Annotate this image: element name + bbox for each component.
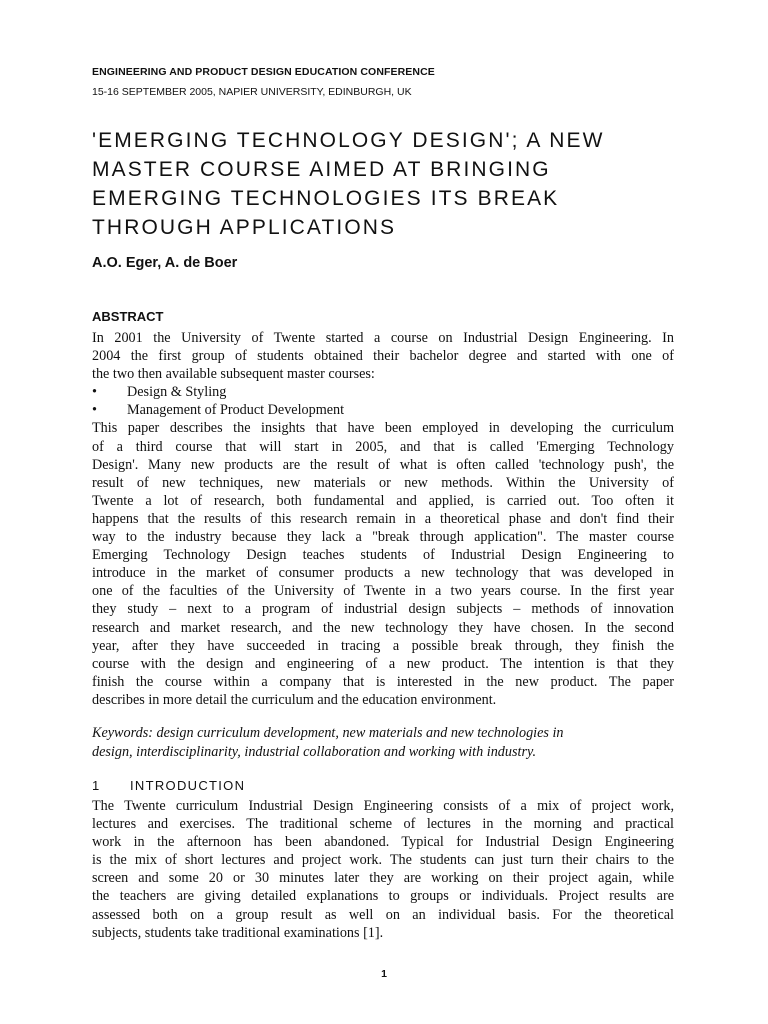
abstract-heading: ABSTRACT xyxy=(92,309,164,324)
section-title: INTRODUCTION xyxy=(130,778,246,793)
text-line: This paper describes the insights that have been employed in developing the curriculum xyxy=(92,420,674,437)
text-line: introduce in the market of consumer products a new technology that was developed in xyxy=(92,565,674,582)
text-line: the two then available subsequent master courses: xyxy=(92,366,375,383)
bullet-item xyxy=(92,383,674,401)
text-line: research and market research, and the new technology they have chosen. In the second xyxy=(92,619,674,636)
introduction-body xyxy=(92,797,674,942)
text-line: assessed both on a group result as well on an individual basis. For the theoretical xyxy=(92,906,674,923)
section-number: 1 xyxy=(92,778,101,793)
section-heading-introduction xyxy=(92,778,245,793)
page-number: 1 xyxy=(381,968,387,980)
title-line: EMERGING TECHNOLOGIES ITS BREAK xyxy=(92,187,560,210)
bullet-text: Design & Styling xyxy=(127,384,227,401)
text-line: 2004 the first group of students obtained their bachelor degree and started with one of xyxy=(92,348,674,365)
bullet-icon: • xyxy=(92,384,97,401)
text-line: happens that the results of this research remain in a theoretical phase and don't find their xyxy=(92,510,674,527)
abstract-body xyxy=(92,329,674,709)
title-line: THROUGH APPLICATIONS xyxy=(92,216,397,239)
keywords-line: design, interdisciplinarity, industrial collaboration and working with industry. xyxy=(92,744,537,760)
text-line: is the mix of short lectures and project work. The students can just turn their chairs to the xyxy=(92,852,674,869)
keywords-line: Keywords: design curriculum development, new materials and new technologies in xyxy=(92,725,564,741)
text-line: Design'. Many new products are the result of what is often called 'technology push', the xyxy=(92,456,674,473)
text-line: course with the design and engineering of a new product. The intention is that they xyxy=(92,655,674,672)
text-line: result of new techniques, new materials or new methods. Within the University of xyxy=(92,474,674,491)
text-line: way to the industry because they lack a "break through application". The master course xyxy=(92,529,674,546)
title-line: 'EMERGING TECHNOLOGY DESIGN'; A NEW xyxy=(92,129,605,152)
text-line: finish the course within a company that is interested in the new product. The paper xyxy=(92,673,674,690)
authors: A.O. Eger, A. de Boer xyxy=(92,255,238,271)
bullet-icon: • xyxy=(92,402,97,419)
text-line: subjects, students take traditional examinations [1]. xyxy=(92,924,384,941)
bullet-item xyxy=(92,401,674,419)
paper-title xyxy=(92,126,692,242)
text-line: Twente a lot of research, both fundamental and applied, is carried out. Too often it xyxy=(92,492,674,509)
conference-dates-venue: 15-16 SEPTEMBER 2005, NAPIER UNIVERSITY, EDINBURGH, UK xyxy=(92,86,412,98)
text-line: screen and some 20 or 30 minutes later they are working on their project again, while xyxy=(92,870,674,887)
keywords xyxy=(92,724,652,762)
text-line: Emerging Technology Design teaches students of Industrial Design Engineering to xyxy=(92,547,674,564)
text-line: In 2001 the University of Twente started a course on Industrial Design Engineering. In xyxy=(92,330,674,346)
bullet-text: Management of Product Development xyxy=(127,402,345,419)
conference-name: ENGINEERING AND PRODUCT DESIGN EDUCATION CONFERENCE xyxy=(92,66,435,78)
text-line: The Twente curriculum Industrial Design Engineering consists of a mix of project work, xyxy=(92,798,674,814)
text-line: they study – next to a program of industrial design subjects – methods of innovation xyxy=(92,601,674,618)
text-line: one of the faculties of the University of Twente in a two years course. In the first year xyxy=(92,583,674,600)
text-line: of a third course that will start in 2005, and that is called 'Emerging Technology xyxy=(92,438,674,455)
title-line: MASTER COURSE AIMED AT BRINGING xyxy=(92,158,551,181)
text-line: describes in more detail the curriculum and the education environment. xyxy=(92,691,497,708)
text-line: lectures and exercises. The traditional scheme of lectures in the morning and practical xyxy=(92,816,674,833)
text-line: work in the afternoon has been abandoned. Typical for Industrial Design Engineering xyxy=(92,834,674,851)
text-line: year, after they have succeeded in tracing a possible break through, they finish the xyxy=(92,637,674,654)
text-line: the teachers are giving detailed explanations to groups or individuals. Project results are xyxy=(92,888,674,905)
